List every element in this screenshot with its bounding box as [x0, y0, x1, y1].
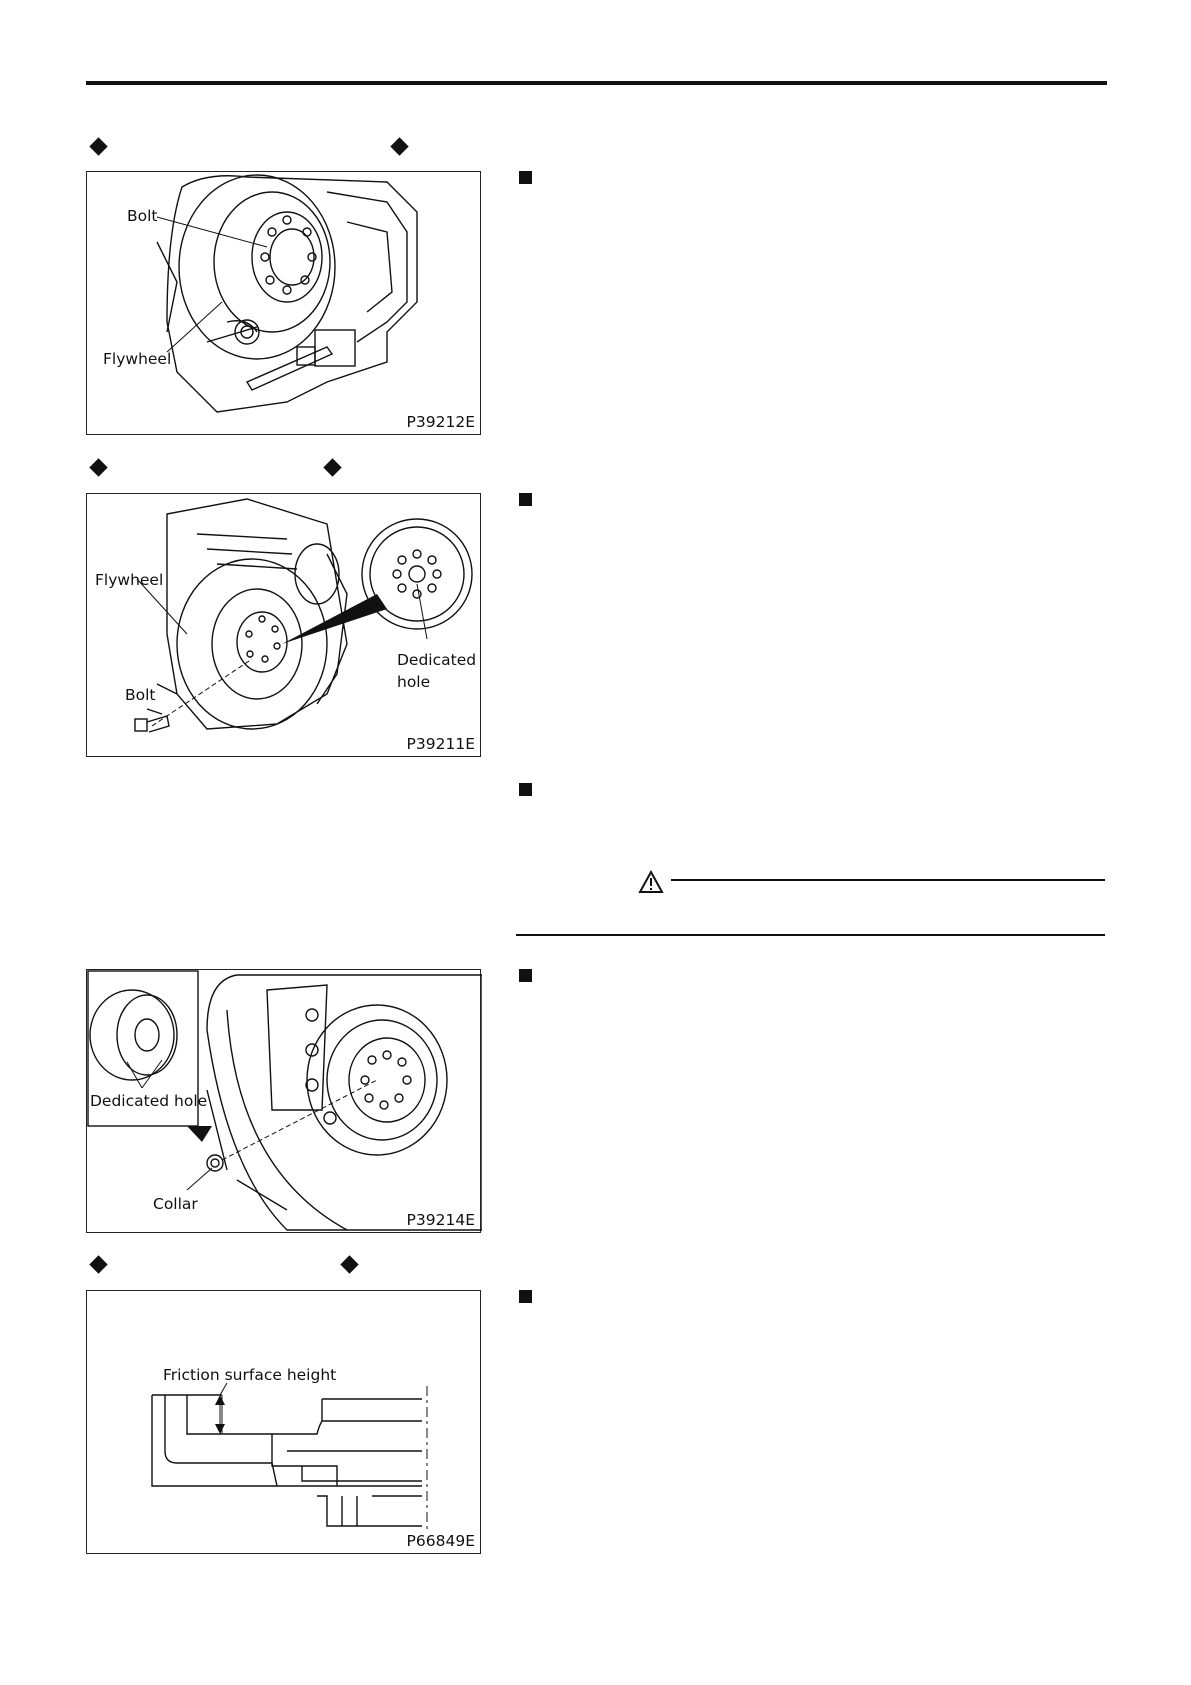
square-bullet-icon [519, 493, 532, 506]
label-collar: Collar [153, 1195, 198, 1213]
figure-flywheel-runout [86, 171, 481, 435]
label-dedicated-hole-2: hole [397, 673, 431, 691]
label-bolt: Bolt [125, 686, 156, 704]
figure-collar-install [86, 969, 481, 1233]
figure-code: P39212E [406, 413, 475, 431]
figure-code: P39214E [406, 1211, 475, 1229]
label-bolt: Bolt [127, 207, 158, 225]
label-flywheel: Flywheel [103, 350, 172, 368]
diamond-marker-icon [89, 137, 107, 155]
diamond-marker-icon [340, 1255, 358, 1273]
caution-rule [671, 879, 1105, 881]
figure-code: P66849E [406, 1532, 475, 1550]
label-dedicated-hole: Dedicated hole [90, 1092, 208, 1110]
diamond-marker-icon [89, 458, 107, 476]
figure-flywheel-removal [86, 493, 481, 757]
figure-friction-surface [86, 1290, 481, 1554]
diamond-marker-icon [89, 1255, 107, 1273]
label-dedicated-hole: Dedicated [397, 651, 477, 669]
square-bullet-icon [519, 783, 532, 796]
square-bullet-icon [519, 969, 532, 982]
figure-code: P39211E [406, 735, 475, 753]
cross-section-drawing-icon [87, 1291, 482, 1555]
diamond-marker-icon [390, 137, 408, 155]
label-friction-surface-height: Friction surface height [163, 1366, 337, 1384]
square-bullet-icon [519, 1290, 532, 1303]
header-rule [86, 81, 1107, 85]
section-divider [516, 934, 1105, 936]
label-flywheel: Flywheel [95, 571, 164, 589]
square-bullet-icon [519, 171, 532, 184]
warning-triangle-icon [638, 870, 664, 899]
diamond-marker-icon [323, 458, 341, 476]
engine-drawing-icon [87, 494, 482, 758]
